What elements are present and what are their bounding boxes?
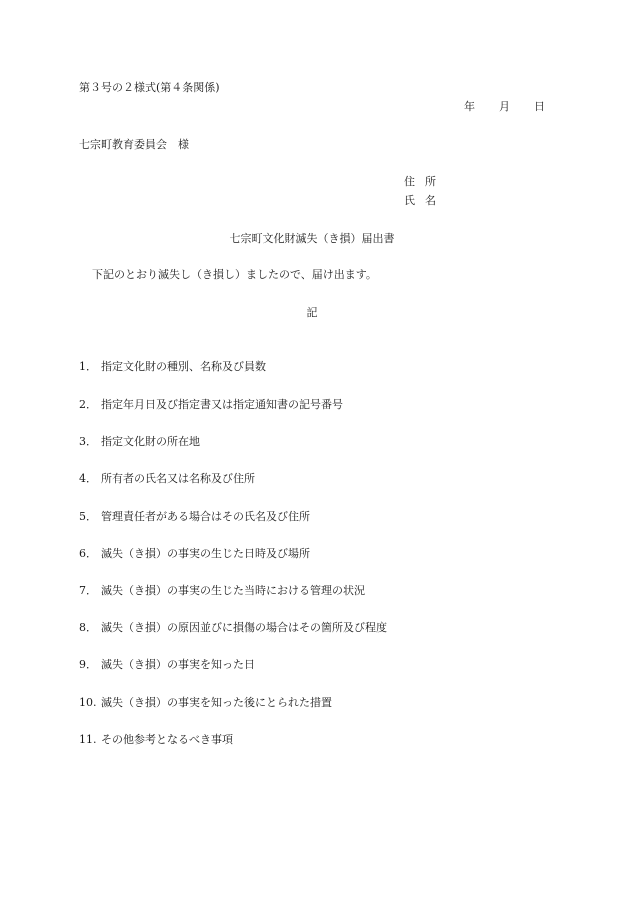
list-item <box>79 360 266 374</box>
item-number: 7． <box>79 584 97 597</box>
item-text: 管理責任者がある場合はその氏名及び住所 <box>101 510 310 523</box>
date-day-label: 日 <box>534 100 545 113</box>
item-number: 3． <box>79 435 97 448</box>
item-number: 1． <box>79 360 97 373</box>
list-item <box>79 547 310 561</box>
intro-text: 下記のとおり滅失し（き損し）ましたので、届け出ます。 <box>92 268 377 281</box>
item-text: 所有者の氏名又は名称及び住所 <box>101 472 255 485</box>
item-number: 11. <box>79 733 97 746</box>
item-number: 4． <box>79 472 97 485</box>
list-item <box>79 733 233 747</box>
item-number: 2． <box>79 398 97 411</box>
form-number: 第３号の２様式(第４条関係) <box>79 81 220 94</box>
date-line <box>464 100 545 114</box>
sender-name-row <box>404 194 446 208</box>
ki-heading-row <box>0 306 630 320</box>
sender-name-label: 氏名 <box>404 194 446 207</box>
item-number: 10. <box>79 696 97 709</box>
item-text: 指定文化財の種別、名称及び員数 <box>101 360 266 373</box>
item-number: 8． <box>79 621 97 634</box>
item-number: 5． <box>79 510 97 523</box>
list-item <box>79 510 310 524</box>
sender-address-label: 住所 <box>404 175 446 188</box>
list-item <box>79 658 255 672</box>
item-text: 滅失（き損）の事実を知った後にとられた措置 <box>101 696 332 709</box>
item-text: 滅失（き損）の原因並びに損傷の場合はその箇所及び程度 <box>101 621 387 634</box>
addressee: 七宗町教育委員会 様 <box>79 138 189 151</box>
document-title: 七宗町文化財滅失（き損）届出書 <box>229 232 395 245</box>
item-text: 滅失（き損）の事実の生じた当時における管理の状況 <box>101 584 365 597</box>
list-item <box>79 435 200 449</box>
item-text: 指定年月日及び指定書又は指定通知書の記号番号 <box>101 398 343 411</box>
list-item <box>79 696 332 710</box>
list-item <box>79 398 343 412</box>
item-text: その他参考となるべき事項 <box>101 733 233 746</box>
sender-address-row <box>404 175 446 189</box>
ki-heading: 記 <box>306 306 318 319</box>
item-text: 滅失（き損）の事実の生じた日時及び場所 <box>101 547 310 560</box>
list-item <box>79 621 387 635</box>
item-text: 指定文化財の所在地 <box>101 435 200 448</box>
item-text: 滅失（き損）の事実を知った日 <box>101 658 255 671</box>
list-item <box>79 584 365 598</box>
list-item <box>79 472 255 486</box>
item-number: 9． <box>79 658 97 671</box>
item-number: 6． <box>79 547 97 560</box>
date-month-label: 月 <box>499 100 510 113</box>
date-year-label: 年 <box>464 100 475 113</box>
document-title-row <box>0 232 630 246</box>
